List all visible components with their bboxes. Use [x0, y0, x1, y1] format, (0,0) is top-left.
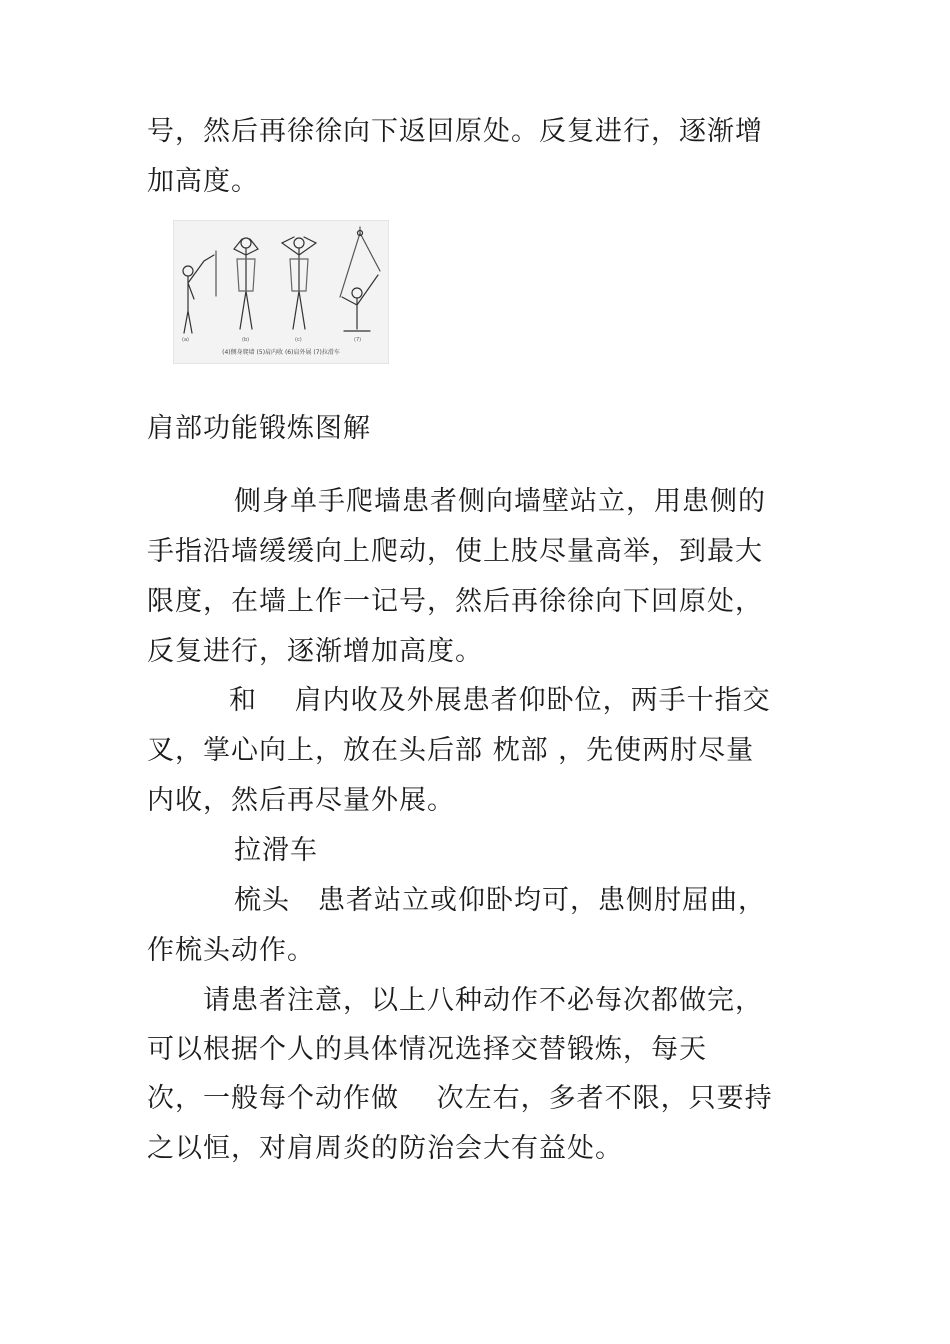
paragraph-line: 叉，掌心向上，放在头后部 枕部 ，先使两肘尽量 [147, 735, 755, 766]
paragraph-line: 内收，然后再尽量外展。 [147, 785, 455, 816]
paragraph-line: 侧身单手爬墙患者侧向墙壁站立，用患侧的 [234, 486, 766, 517]
paragraph-line: 次，一般每个动作做 次左右，多者不限，只要持 [147, 1083, 773, 1114]
paragraph-line: 请患者注意，以上八种动作不必每次都做完， [203, 985, 763, 1016]
paragraph-line: 手指沿墙缓缓向上爬动，使上肢尽量高举，到最大 [147, 536, 763, 567]
paragraph-line: 和 肩内收及外展患者仰卧位，两手十指交 [229, 685, 771, 716]
paragraph-line: 号，然后再徐徐向下返回原处。反复进行，逐渐增 [147, 116, 763, 147]
paragraph-line: 拉滑车 [234, 835, 318, 866]
panel-label: (b) [242, 337, 250, 343]
paragraph-line: 可以根据个人的具体情况选择交替锻炼，每天 [147, 1034, 707, 1065]
panel-label: (7) [354, 337, 362, 343]
panel-label: (c) [295, 337, 302, 343]
paragraph-line: 作梳头动作。 [147, 935, 315, 966]
shoulder-exercise-illustration [173, 220, 389, 364]
paragraph-line: 反复进行，逐渐增加高度。 [147, 636, 483, 667]
paragraph-line: 加高度。 [147, 166, 259, 197]
figure-caption: (4)侧身爬墙 (5)肩内收 (6)肩外展 (7)拉滑车 [222, 349, 340, 356]
section-heading: 肩部功能锻炼图解 [147, 413, 371, 444]
paragraph-line: 之以恒，对肩周炎的防治会大有益处。 [147, 1133, 623, 1164]
paragraph-line: 限度，在墙上作一记号，然后再徐徐向下回原处， [147, 586, 763, 617]
paragraph-line: 梳头 患者站立或仰卧均可，患侧肘屈曲， [234, 885, 766, 916]
panel-label: (a) [182, 337, 189, 343]
